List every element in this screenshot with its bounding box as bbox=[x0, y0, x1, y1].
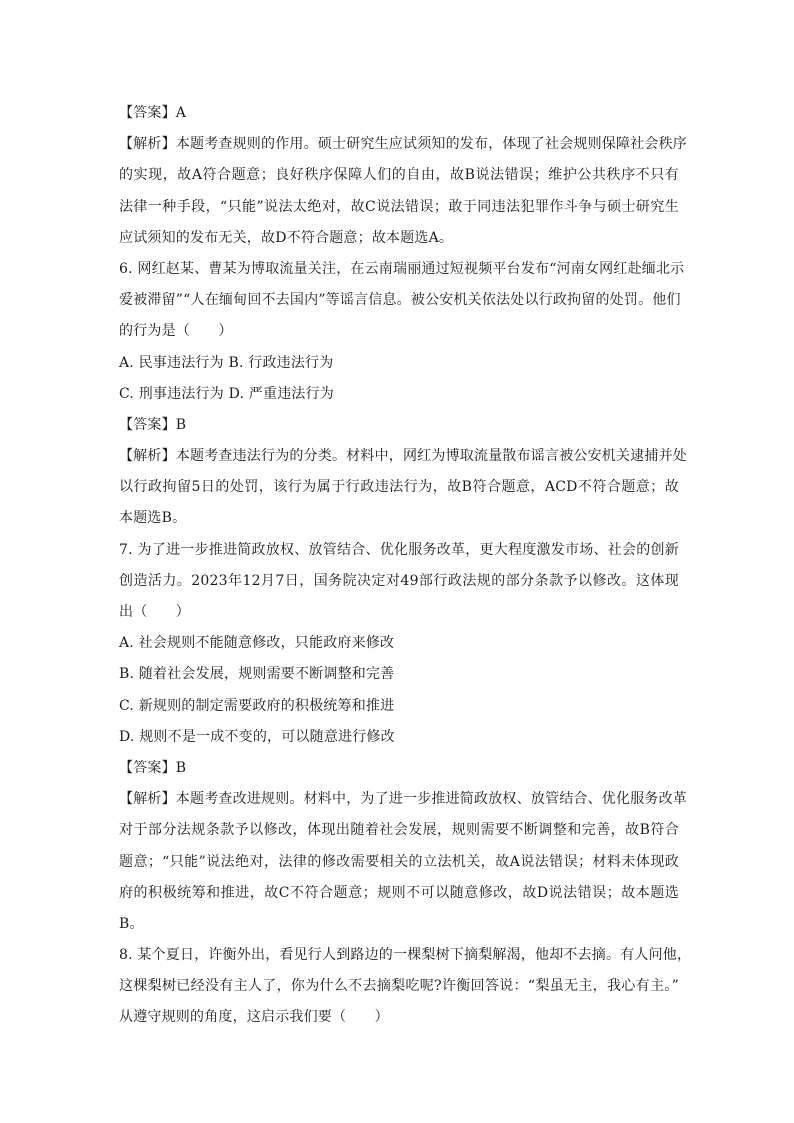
analysis-start-line: 【解析】本题考查改进规则。材料中，为了进一步推进简政放权、放管结合、优化服务改革 bbox=[119, 791, 687, 808]
analysis-start-line: 【解析】本题考查违法行为的分类。材料中，网红为博取流量散布谣言被公安机关逮捕并处 bbox=[119, 448, 687, 465]
analysis-line: 题意；“只能”说法绝对，法律的修改需要相关的立法机关，故A说法错误；材料未体现政 bbox=[119, 853, 679, 870]
option-line: C. 刑事违法行为 D. 严重违法行为 bbox=[119, 385, 334, 402]
analysis-line: 府的积极统筹和推进，故C不符合题意；规则不可以随意修改，故D说法错误；故本题选 bbox=[119, 884, 679, 901]
answer-line: 【答案】B bbox=[119, 759, 187, 776]
option-line: A. 社会规则不能随意修改，只能政府来修改 bbox=[119, 635, 395, 652]
answer-line: 【答案】B bbox=[119, 416, 187, 433]
question-line: 出（ ） bbox=[119, 604, 190, 620]
analysis-line: 对于部分法规条款予以修改，体现出随着社会发展，规则需要不断调整和完善，故B符合 bbox=[119, 822, 679, 839]
analysis-line: 的实现，故A符合题意；良好秩序保障人们的自由，故B说法错误；维护公共秩序不只有 bbox=[119, 167, 679, 184]
analysis-line: 应试须知的发布无关，故D不符合题意；故本题选A。 bbox=[119, 229, 454, 246]
analysis-line: B。 bbox=[119, 915, 144, 932]
document-page bbox=[119, 98, 692, 1034]
question-line: 的行为是（ ） bbox=[119, 323, 233, 340]
option-line: D. 规则不是一成不变的，可以随意进行修改 bbox=[119, 728, 395, 745]
question-line: 这棵梨树已经没有主人了，你为什么不去摘梨吃呢?许衡回答说：“梨虽无主，我心有主。” bbox=[119, 978, 679, 995]
question-line: 爱被滞留”“人在缅甸回不去国内”等谣言信息。被公安机关依法处以行政拘留的处罚。他们 bbox=[119, 292, 681, 309]
option-line: B. 随着社会发展，规则需要不断调整和完善 bbox=[119, 666, 395, 683]
question-line: 8. 某个夏日，许衡外出，看见行人到路边的一棵梨树下摘梨解渴，他却不去摘。有人问他， bbox=[119, 947, 692, 964]
analysis-line: 以行政拘留5日的处罚，该行为属于行政违法行为，故B符合题意，ACD不符合题意；故 bbox=[119, 479, 679, 496]
analysis-start-line: 【解析】本题考查规则的作用。硕士研究生应试须知的发布，体现了社会规则保障社会秩序 bbox=[119, 136, 687, 153]
answer-line: 【答案】A bbox=[119, 105, 187, 121]
analysis-line: 法律一种手段，“只能”说法太绝对，故C说法错误；敢于同违法犯罪作斗争与硕士研究生 bbox=[119, 198, 679, 215]
question-line: 创造活力。2023年12月7日，国务院决定对49部行政法规的部分条款予以修改。这体现 bbox=[119, 572, 679, 589]
option-line: C. 新规则的制定需要政府的积极统筹和推进 bbox=[119, 697, 395, 714]
analysis-line: 本题选B。 bbox=[119, 510, 187, 527]
question-line: 6. 网红赵某、曹某为博取流量关注，在云南瑞丽通过短视频平台发布“河南女网红赴缅北示 bbox=[119, 260, 685, 277]
question-line: 从遵守规则的角度，这启示我们要（ ） bbox=[119, 1009, 389, 1026]
option-line: A. 民事违法行为 B. 行政违法行为 bbox=[119, 354, 334, 371]
question-line: 7. 为了进一步推进简政放权、放管结合、优化服务改革，更大程度激发市场、社会的创新 bbox=[119, 541, 679, 558]
